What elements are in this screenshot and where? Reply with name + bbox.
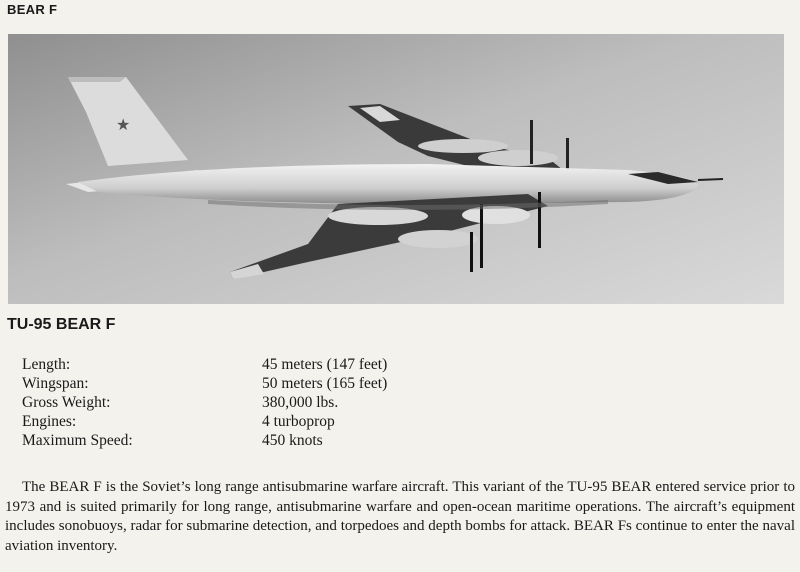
spec-label: Wingspan: <box>22 375 89 392</box>
page-header-label: BEAR F <box>7 2 58 17</box>
spec-label: Engines: <box>22 413 77 430</box>
description-text: The BEAR F is the Soviet’s long range antisubmarine warfare aircraft. This variant of the TU-95 BEAR entered service prior to 1973 and is suited primarily for long range, antisubmarine warfare and open-ocean maritime operations. The aircraft’s equipment includes sonobuoys, radar for submarine detection, and torpedoes and depth bombs for attack. BEAR Fs continue to enter the naval aviation inventory. <box>5 479 795 554</box>
near-propeller-1 <box>538 192 541 248</box>
far-propeller-outer <box>530 120 533 164</box>
description-paragraph <box>5 478 795 556</box>
spec-row-length <box>22 355 387 374</box>
far-engine-inner <box>478 150 558 166</box>
spec-label: Maximum Speed: <box>22 432 133 449</box>
aircraft-illustration <box>8 34 784 304</box>
spec-row-wingspan <box>22 374 387 393</box>
spec-row-gross-weight <box>22 393 387 412</box>
specs-table <box>22 355 387 450</box>
refuel-probe <box>698 179 723 180</box>
near-propeller-3 <box>470 232 473 272</box>
spec-value: 450 knots <box>262 432 323 449</box>
spec-value: 4 turboprop <box>262 413 335 430</box>
spec-label: Length: <box>22 356 71 373</box>
spec-label: Gross Weight: <box>22 394 111 411</box>
near-engine-outer <box>398 230 478 248</box>
near-propeller-2 <box>480 204 483 268</box>
spec-value: 50 meters (165 feet) <box>262 375 388 392</box>
red-star-icon: ★ <box>116 115 131 134</box>
far-engine-outer <box>418 139 508 153</box>
spec-row-engines <box>22 412 387 431</box>
far-propeller-inner <box>566 138 569 172</box>
spec-row-max-speed <box>22 431 387 450</box>
spec-value: 380,000 lbs. <box>262 394 339 411</box>
aircraft-photo <box>8 34 784 304</box>
spec-value: 45 meters (147 feet) <box>262 356 388 373</box>
page-title: TU-95 BEAR F <box>7 316 116 333</box>
